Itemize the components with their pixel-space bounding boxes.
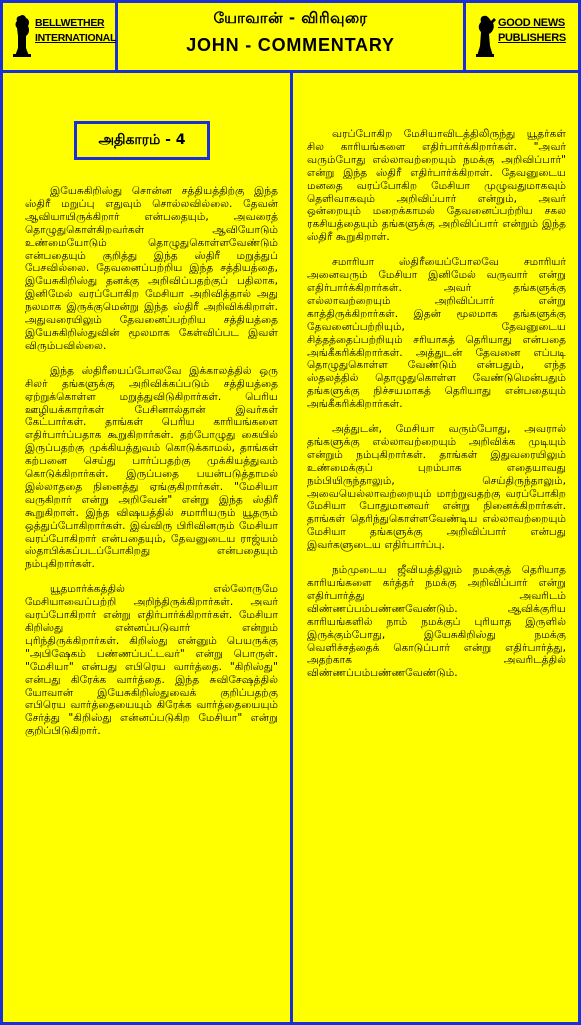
good-news-logo bbox=[463, 3, 578, 70]
ram-figure-icon bbox=[11, 12, 33, 58]
bellwether-logo-line2: INTERNATIONAL bbox=[35, 32, 117, 44]
bellwether-logo-line1: BELLWETHER bbox=[35, 17, 105, 29]
left-column bbox=[3, 73, 290, 738]
good-news-logo-line1: GOOD NEWS bbox=[498, 17, 565, 29]
right-column bbox=[293, 73, 578, 680]
right-paragraph-4: நம்முடைய ஜீவியத்திலும் நமக்குத் தெரியாத காரியங்களை கர்த்தர் நமக்கு அறிவிப்பார் என்று எதிர்பார்த்து அவரிடம் விண்ணப்பம்பண்ணவேண்டும். ஆவிக்குரிய காரியங்களில் நாம் நமக்குப் புரியாத இருளில் இருக்கும்போது, இயேசுகிறிஸ்து நமக்கு வெளிச்சத்தைக் கொடுப்பார் என்று எதிர்பார்த்து, அதற்காக அவரிடத்தில் விண்ணப்பம்பண்ணவேண்டும். bbox=[307, 564, 566, 680]
good-news-logo-line2: PUBLISHERS bbox=[498, 32, 566, 44]
right-paragraph-3: அத்துடன், மேசியா வரும்போது, அவரால் தங்களுக்கு எல்லாவற்றையும் அறிவிக்க முடியும் என்றும் நம்புகிறார்கள். தாங்கள் இதுவரையிலும் உண்மைக்குப் புறம்பாக எதையாவது நம்பியிருந்தாலும், செய்திருந்தாலும், அவையெல்லாவற்றையும் மாற்றுவதற்கு வரப்போகிற மேசியா போதுமானவர் என்று நினைக்கிறார்கள். தாங்கள் தெரிந்துகொள்ளவேண்டிய எல்லாவற்றையும் மேசியா தங்களுக்கு அறிவிப்பார் என்பது இவர்களுடைய எதிர்பார்ப்பு. bbox=[307, 423, 566, 552]
good-news-logo-text bbox=[498, 16, 566, 46]
left-paragraph-1: இயேசுகிறிஸ்து சொன்ன சத்தியத்திற்கு இந்த ஸ்திரீ மறுப்பு எதுவும் சொல்லவில்லை. தேவன் ஆவியாயிருக்கிறார் என்பதையும், அவரைத் தொழுதுகொள்கிறவர்கள் ஆவியோடும் உண்மையோடும் தொழுதுகொள்ளவேண்டும் என்பதையும் குறித்து இந்த ஸ்திரீ மறுத்துப் பேசவில்லை. தேவனைப்பற்றிய இந்த சத்தியத்தை, இயேசுகிறிஸ்து தனக்கு அறிவிப்பதற்குப் பதிலாக, இனிமேல் வரப்போகிற மேசியா அறிவித்தால் அது நலமாக இருக்குமென்று இந்த ஸ்திரீ அறிவிக்கிறாள். அதுவரையிலும் தேவனைப்பற்றிய சத்தியத்தை இயேசுகிறிஸ்துவின் மூலமாக கேள்விப்பட இவள் விரும்பவில்லை. bbox=[25, 185, 278, 352]
left-paragraph-2: இந்த ஸ்திரீயைப்போலவே இக்காலத்தில் ஒரு சிலர் தங்களுக்கு அறிவிக்கப்படும் சத்தியத்தை ஏற்றுக்கொள்ள மறுத்துவிடுகிறார்கள். பெரிய ஊழியக்காரர்கள் பேசினால்தான் இவர்கள் கேட்பார்கள். தாங்கள் பெரிய காரியங்களை எதிர்பார்ப்பதாக கூறுகிறார்கள். தற்போழுது கையில் இருப்பதற்கு முக்கியத்துவம் கொடுக்காமல், தாங்கள் கற்பனை செய்து பார்ப்பதற்கு முக்கியத்துவம் கொடுக்கிறார்கள். இருப்பதை பயன்படுத்தாமல் இல்லாததை நினைத்து ஏங்குகிறார்கள். "மேசியா வருகிறார் என்று அறிவேன்" என்று இந்த ஸ்திரீ கூறுகிறாள். இந்த விஷயத்தில் சமாரியரும் யூதரும் ஒத்துப்போகிறார்கள். இவ்விரு பிரிவினரும் மேசியா வரப்போகிறார் என்பதையும், தேவனுடைய ராஜ்யம் ஸ்தாபிக்கப்படப்போகிறது என்பதையும் நம்புகிறார்கள். bbox=[25, 364, 278, 571]
right-paragraph-1: வரப்போகிற மேசியாவிடத்திலிருந்து யூதர்கள் சில காரியங்களை எதிர்பார்க்கிறார்கள். "அவர் வரும்போது எல்லாவற்றையும் நமக்கு அறிவிப்பார்" என்று இந்த ஸ்திரீ எதிர்பார்க்கிறாள். தேவனுடைய மனதை வரப்போகிற மேசியா முழுவதுமாகவும் தெளிவாகவும் அறிவிப்பார் என்றும், அவர் ஒன்றையும் மறைக்காமல் தேவனைப்பற்றிய சகல ரகசியத்தையும் தங்களுக்கு அறிவிப்பார் என்றும் இந்த ஸ்திரீ கூறுகிறாள். bbox=[307, 128, 566, 244]
right-paragraph-2: சமாரியா ஸ்திரீயைப்போலவே சமாரியர் அனைவரும் மேசியா இனிமேல் வருவார் என்று எதிர்பார்க்கிறார்கள். அவர் தங்களுக்கு எல்லாவற்றையும் அறிவிப்பார் என்று காத்திருக்கிறார்கள். இதன் மூலமாக தங்களுக்கு தேவனைப்பற்றியும், தேவனுடைய சித்தத்தைப்பற்றியும் சரியாகத் தெரியாது என்பதை அங்கீகரிக்கிறார்கள். அத்துடன் தேவனை எப்படி தொழுதுகொள்ள வேண்டும் என்பதும், எந்த ஸ்தலத்தில் தொழுதுகொள்ள வேண்டுமென்பதும் தங்களுக்கு நிச்சயமாகத் தெரியாது என்பதையும் அங்கீகரிக்கிறார்கள். bbox=[307, 256, 566, 411]
title-tamil: யோவான் - விரிவுரை bbox=[213, 9, 368, 27]
title-english: JOHN - COMMENTARY bbox=[186, 35, 395, 55]
title-block bbox=[121, 3, 460, 70]
herald-figure-icon bbox=[474, 12, 496, 58]
bellwether-logo-text bbox=[35, 16, 116, 46]
bellwether-logo bbox=[3, 3, 118, 70]
chapter-heading: அதிகாரம் - 4 bbox=[74, 121, 210, 160]
header bbox=[3, 3, 578, 73]
left-paragraph-3: யூதமார்க்கத்தில் எல்லோருமே மேசியாவைப்பற்றி அறிந்திருக்கிறார்கள். அவர் வரப்போகிறார் என்று எதிர்பார்க்கிறார்கள். மேசியா கிறிஸ்து என்னப்படுவார் என்றும் புரிந்திருக்கிறார்கள். கிறிஸ்து என்னும் பெயருக்கு "அபிஷேகம் பண்ணப்பட்டவர்" என்று பொருள். "மேசியா" என்பது எபிரெய வார்த்தை. "கிறிஸ்து" என்பது கிரேக்க வார்த்தை. இந்த சுவிசேஷத்தில் யோவான் இயேசுகிறிஸ்துவைக் குறிப்பதற்கு எபிரெய வார்த்தையையும் கிரேக்க வார்த்தையையும் சேர்த்து "கிறிஸ்து என்னப்படுகிற மேசியா" என்று குறிப்பிடுகிறார். bbox=[25, 583, 278, 738]
